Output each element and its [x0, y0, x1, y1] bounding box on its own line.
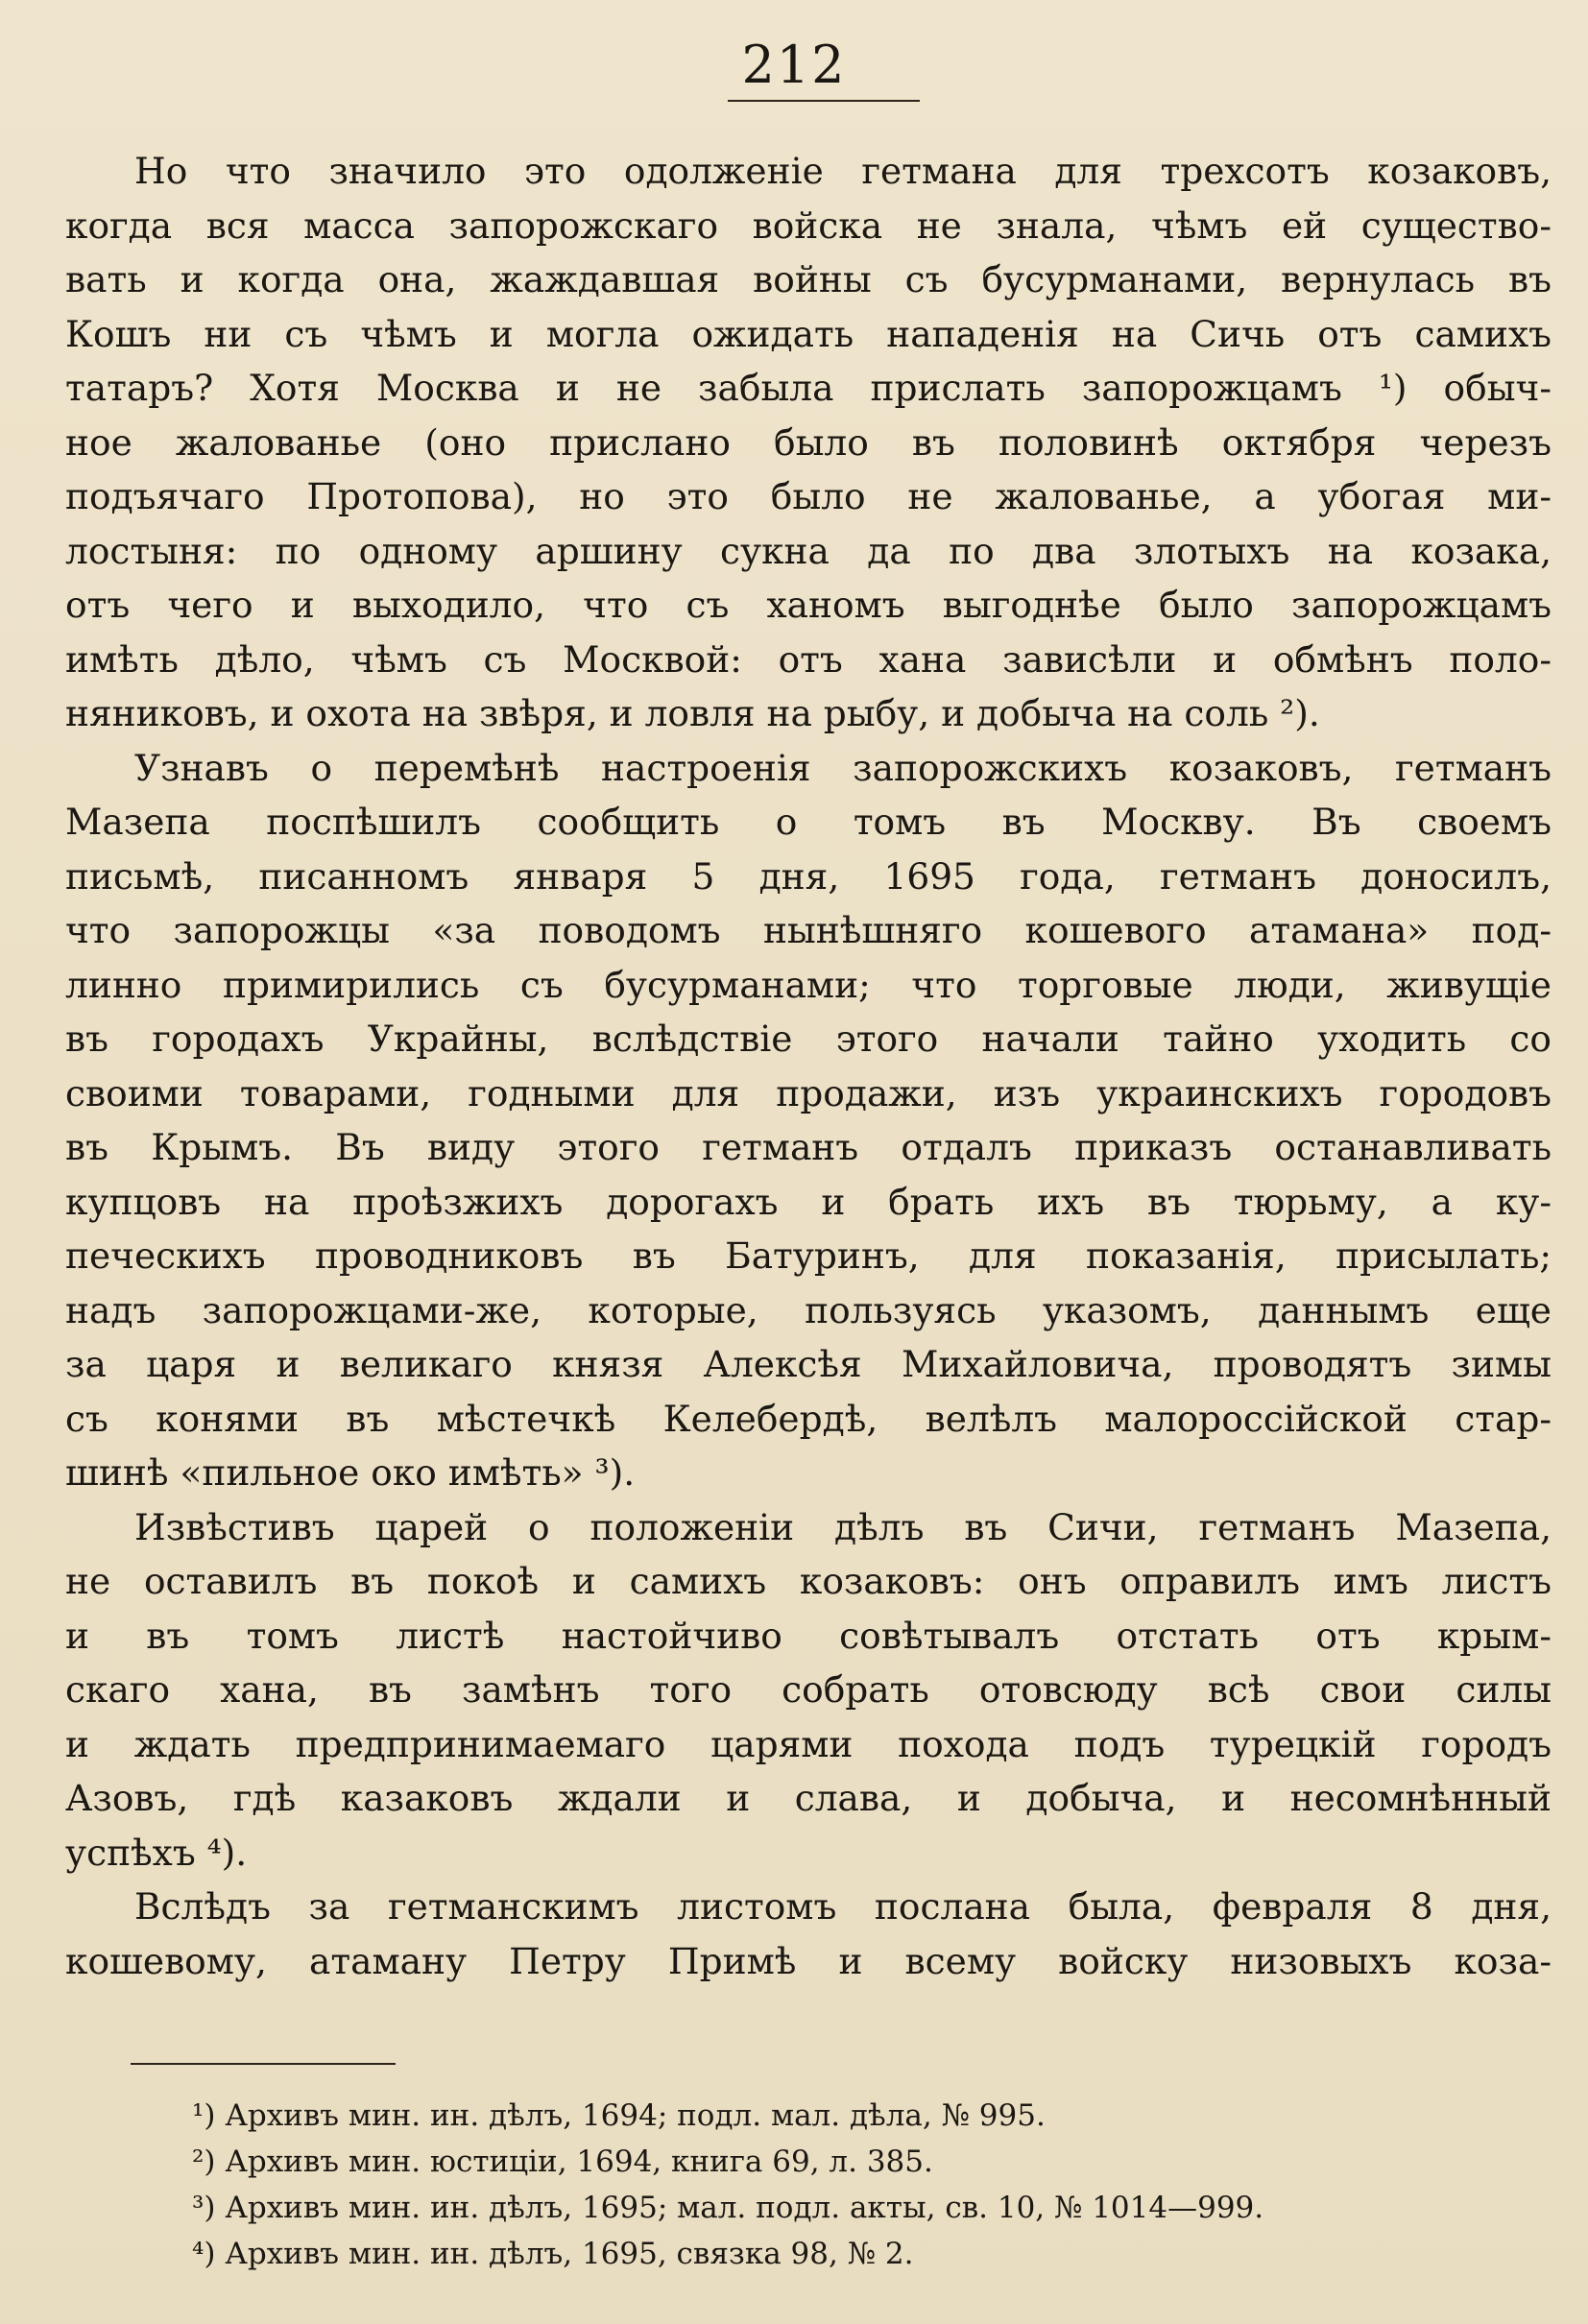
text-line: няниковъ, и охота на звѣря, и ловля на рыбу, и добыча на соль ²).: [65, 692, 1320, 734]
text-line: въ Крымъ. Въ виду этого гетманъ отдалъ приказъ останавливать: [65, 1126, 1552, 1168]
text-line: вать и когда она, жаждавшая войны съ бусурманами, вернулась въ: [65, 258, 1552, 300]
paragraph-2: [65, 741, 1552, 1500]
text-line: печескихъ проводниковъ въ Батуринъ, для показанія, присылать;: [65, 1234, 1552, 1277]
text-line: татаръ? Хотя Москва и не забыла прислать запорожцамъ ¹) обыч-: [65, 367, 1552, 409]
page-number: 212: [741, 35, 847, 95]
text-line: когда вся масса запорожскаго войска не знала, чѣмъ ей существо-: [65, 204, 1552, 247]
text-line: Узнавъ о перемѣнѣ настроенія запорожскихъ козаковъ, гетманъ: [134, 746, 1552, 789]
text-line: отъ чего и выходило, что съ ханомъ выгоднѣе было запорожцамъ: [65, 584, 1552, 626]
text-line: Но что значило это одолженіе гетмана для трехсотъ козаковъ,: [134, 150, 1552, 192]
text-line: за царя и великаго князя Алексѣя Михайловича, проводятъ зимы: [65, 1343, 1552, 1385]
footnote-4: ⁴) Архивъ мин. ин. дѣлъ, 1695, связка 98, № 2.: [192, 2237, 914, 2271]
text-line: и ждать предпринимаемаго царями похода подъ турецкій городъ: [65, 1722, 1552, 1765]
footnote-3: ³) Архивъ мин. ин. дѣлъ, 1695; мал. подл. акты, св. 10, № 1014—999.: [192, 2191, 1264, 2225]
footnote-1: ¹) Архивъ мин. ин. дѣлъ, 1694; подл. мал. дѣла, № 995.: [192, 2098, 1046, 2133]
text-line: надъ запорожцами-же, которые, пользуясь указомъ, даннымъ еще: [65, 1288, 1552, 1331]
text-line: Мазепа поспѣшилъ сообщить о томъ въ Москву. Въ своемъ: [65, 801, 1552, 843]
text-line: линно примирились съ бусурманами; что торговые люди, живущіе: [65, 963, 1552, 1006]
text-line: кошевому, атаману Петру Примѣ и всему войску низовыхъ коза-: [65, 1939, 1552, 1982]
text-line: письмѣ, писанномъ января 5 дня, 1695 года, гетманъ доносилъ,: [65, 854, 1552, 898]
text-line: Кошъ ни съ чѣмъ и могла ожидать нападенія на Сичь отъ самихъ: [65, 312, 1552, 355]
text-line: и въ томъ листѣ настойчиво совѣтывалъ отстать отъ крым-: [65, 1614, 1552, 1657]
text-line: ное жалованье (оно прислано было въ половинѣ октября черезъ: [65, 420, 1552, 464]
paragraph-3: [65, 1500, 1552, 1881]
text-line: не оставилъ въ покоѣ и самихъ козаковъ: онъ оправилъ имъ листъ: [65, 1560, 1552, 1602]
footnotes: [192, 2093, 1536, 2277]
text-line: Извѣстивъ царей о положеніи дѣлъ въ Сичи, гетманъ Мазепа,: [134, 1505, 1552, 1548]
paragraph-1: [65, 144, 1552, 741]
text-line: подъячаго Протопова), но это было не жалованье, а убогая ми-: [65, 475, 1552, 517]
text-line: скаго хана, въ замѣнъ того собрать отовсюду всѣ свои силы: [65, 1668, 1552, 1711]
footnote-2: ²) Архивъ мин. юстиціи, 1694, книга 69, л. 385.: [192, 2144, 933, 2179]
body-text: [65, 144, 1552, 1988]
text-line: Азовъ, гдѣ казаковъ ждали и слава, и добыча, и несомнѣнный: [65, 1777, 1552, 1819]
text-line: своими товарами, годными для продажи, изъ украинскихъ городовъ: [65, 1071, 1552, 1114]
text-line: Вслѣдъ за гетманскимъ листомъ послана была, февраля 8 дня,: [134, 1885, 1552, 1928]
text-line: имѣть дѣло, чѣмъ съ Москвой: отъ хана зависѣли и обмѣнъ поло-: [65, 637, 1552, 681]
text-line: успѣхъ ⁴).: [65, 1831, 248, 1874]
header-rule: [728, 100, 920, 102]
text-line: лостыня: по одному аршину сукна да по два злотыхъ на козака,: [65, 529, 1552, 572]
text-line: что запорожцы «за поводомъ нынѣшняго кошевого атамана» под-: [65, 909, 1552, 951]
text-line: купцовъ на проѣзжихъ дорогахъ и брать ихъ въ тюрьму, а ку-: [65, 1180, 1552, 1223]
text-line: въ городахъ Украйны, вслѣдствіе этого начали тайно уходить со: [65, 1018, 1552, 1060]
text-line: шинѣ «пильное око имѣть» ³).: [65, 1451, 636, 1494]
paragraph-4: [65, 1880, 1552, 1988]
footnote-rule: [131, 2063, 396, 2065]
text-line: съ конями въ мѣстечкѣ Келебердѣ, велѣлъ малороссійской стар-: [65, 1397, 1552, 1440]
